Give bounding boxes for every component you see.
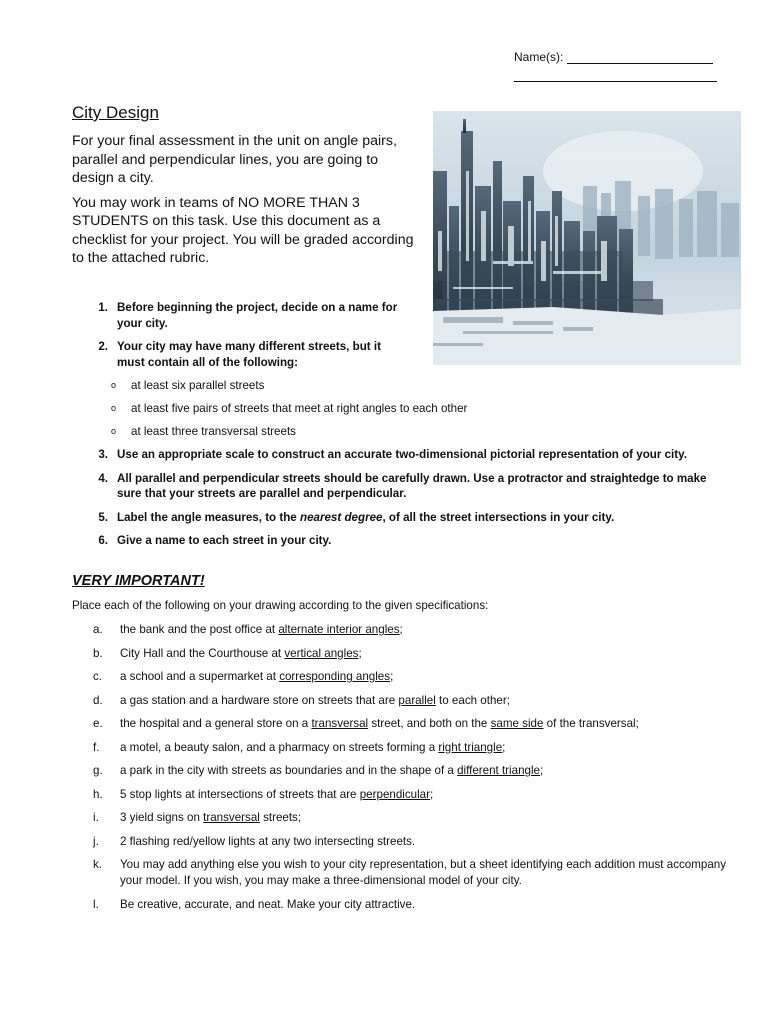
spec-letter: k. [93, 858, 103, 871]
spec-letter: b. [93, 646, 103, 660]
step-emphasis: nearest degree [299, 510, 383, 524]
bullet-icon: o [111, 426, 117, 436]
spec-item [93, 787, 733, 811]
spec-item [93, 669, 733, 693]
spec-underlined-term: perpendicular [359, 787, 430, 801]
spec-text-after: ; [502, 740, 506, 754]
spec-underlined-term: right triangle [438, 740, 503, 754]
names-field [514, 46, 713, 64]
step-text: Give a name to each street in your city. [117, 534, 332, 547]
spec-letter: l. [93, 898, 99, 911]
list-item-text: at least three transversal streets [131, 425, 296, 438]
bullet-icon: o [111, 403, 117, 413]
spec-underlined-term: alternate interior angles [278, 623, 400, 636]
step-text: Before beginning the project, decide on a name for your city. [117, 301, 398, 330]
step-number: 2. [98, 340, 108, 353]
page-title: City Design [72, 103, 159, 122]
spec-underlined-term: different triangle [457, 764, 540, 777]
step-number: 3. [98, 448, 108, 461]
step-number: 6. [98, 534, 108, 547]
names-line-2[interactable] [514, 80, 717, 82]
list-item [86, 378, 726, 393]
spec-text-after: ; [430, 787, 434, 801]
spec-underlined-term: parallel [398, 693, 436, 707]
spec-text: the hospital and a general store on a [120, 717, 312, 730]
spec-item [93, 716, 733, 740]
list-item-text: at least six parallel streets [131, 379, 265, 392]
spec-underlined-term: corresponding angles [279, 670, 391, 683]
spec-item [93, 834, 733, 858]
spec-item [93, 810, 733, 834]
spec-letter: j. [93, 834, 99, 848]
spec-text: a park in the city with streets as boundaries and in the shape of a [120, 764, 458, 777]
bullet-icon: o [111, 380, 117, 390]
spec-text: City Hall and the Courthouse at [120, 646, 285, 660]
step-text: Use an appropriate scale to construct an accurate two-dimensional pictorial representation of your city. [117, 448, 687, 461]
names-label: Name(s): [514, 50, 564, 64]
spec-underlined-term: transversal [203, 811, 260, 824]
spec-text: a gas station and a hardware store on streets that are [120, 693, 399, 707]
spec-letter: g. [93, 764, 103, 777]
intro-paragraph-1: For your final assessment in the unit on angle pairs, parallel and perpendicular lines, you are going to design a city. [72, 133, 397, 186]
names-line-1[interactable] [567, 50, 713, 64]
spec-text-after: ; [399, 623, 403, 636]
spec-letter: d. [93, 693, 103, 707]
spec-text: 3 yield signs on [120, 811, 204, 824]
spec-text-after: ; [390, 670, 394, 683]
spec-text-after: ; [358, 646, 362, 660]
spec-letter: a. [93, 623, 103, 636]
spec-text-after: ; [540, 764, 544, 777]
step-item [86, 510, 726, 526]
steps-list [86, 300, 726, 557]
spec-item [93, 740, 733, 764]
spec-underlined-term: transversal [311, 717, 369, 730]
spec-letter: f. [93, 740, 100, 754]
specifications-list [93, 622, 733, 921]
step-number: 1. [98, 301, 108, 314]
list-item [86, 424, 726, 439]
spec-item [93, 646, 733, 670]
spec-text: 2 flashing red/yellow lights at any two intersecting streets. [120, 834, 416, 848]
step-item [86, 447, 726, 463]
street-requirements-list [86, 378, 726, 439]
placement-instructions: Place each of the following on your drawing according to the given specifications: [72, 599, 489, 612]
step-text: Your city may have many different streets, but it must contain all of the following: [117, 340, 381, 369]
spec-underlined-term: same side [490, 717, 544, 730]
spec-text: the bank and the post office at [120, 623, 279, 636]
intro-paragraph-2: You may work in teams of NO MORE THAN 3 STUDENTS on this task. Use this document as a checklist for your project. You will be graded according to the attached rubric. [72, 194, 414, 266]
intro [72, 132, 422, 274]
spec-letter: e. [93, 717, 103, 730]
step-item [86, 471, 726, 502]
spec-item [93, 763, 733, 787]
spec-item [93, 622, 733, 646]
step-text: All parallel and perpendicular streets should be carefully drawn. Use a protractor and straightedge to make sure that your streets are parallel and perpendicular. [117, 471, 707, 500]
spec-text-after: to each other; [435, 693, 510, 707]
spec-underlined-term: vertical angles [284, 646, 359, 660]
spec-text: 5 stop lights at intersections of streets that are [120, 787, 360, 801]
spec-item [93, 857, 733, 897]
spec-text: a motel, a beauty salon, and a pharmacy on streets forming a [120, 740, 439, 754]
spec-text: You may add anything else you wish to your city representation, but a sheet identifying each addition must accompany your model. If you wish, you may make a three-dimensional model of your city. [120, 858, 727, 887]
step-text-before: Label the angle measures, to the [117, 510, 300, 524]
list-item [86, 401, 726, 416]
spec-letter: i. [93, 811, 99, 824]
step-number: 5. [98, 510, 108, 524]
spec-text: a school and a supermarket at [120, 670, 280, 683]
step-item [86, 339, 407, 370]
step-item [86, 533, 726, 549]
step-number: 4. [98, 471, 108, 485]
spec-text-after: of the transversal; [543, 717, 639, 730]
spec-letter: c. [93, 670, 103, 683]
step-item [86, 300, 407, 331]
spec-letter: h. [93, 787, 103, 801]
step-text-after: , of all the street intersections in your city. [382, 510, 615, 524]
spec-text: Be creative, accurate, and neat. Make your city attractive. [120, 898, 416, 911]
very-important-heading: VERY IMPORTANT! [72, 573, 205, 589]
list-item-text: at least five pairs of streets that meet at right angles to each other [131, 402, 468, 415]
spec-text-after: streets; [259, 811, 302, 824]
spec-item [93, 897, 733, 921]
spec-item [93, 693, 733, 717]
spec-text-mid: street, and both on the [368, 717, 491, 730]
